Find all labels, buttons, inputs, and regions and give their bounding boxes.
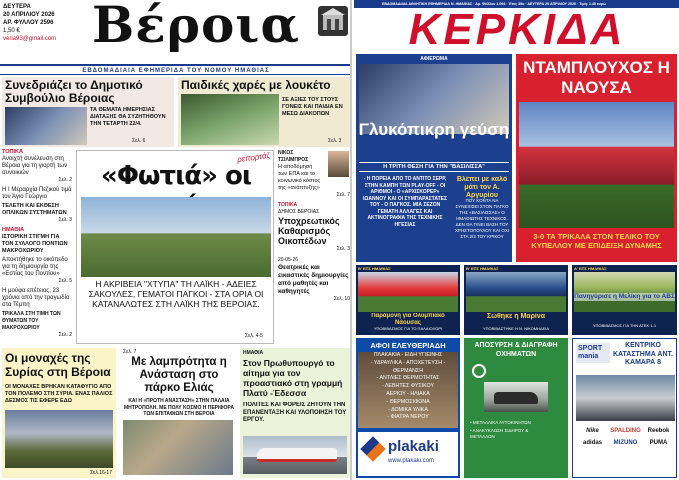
mini-label: Β' ΕΠΣ ΗΜΑΘΙΑΣ bbox=[466, 266, 499, 271]
sidebar-text: Η μούφα επέτειος, 23 χρόνια από την τραγωδία στα Τέμπη bbox=[2, 288, 70, 308]
sidebar-label: ΤΟΠΙΚΑ bbox=[2, 149, 23, 155]
column-page: Σελ. 10 bbox=[333, 296, 350, 302]
sidebar-text: ΤΕΛΕΤΗ ΚΑΙ ΕΚΘΕΣΗ ΟΠΛΙΚΩΝ ΣΥΣΤΗΜΑΤΩΝ bbox=[2, 203, 67, 216]
sidebar-item[interactable] bbox=[2, 257, 72, 285]
main-story-caption: Η ΑΚΡΙΒΕΙΑ "ΧΤΥΠΑ" ΤΗ ΛΑΪΚΗ - ΑΔΕΙΕΣ ΣΑΚΟΥΛΕΣ, ΓΕΜΑΤΟΙ ΠΑΓΚΟΙ - ΣΤΑ ΟΡΙΑ ΟΙ ΚΑΤΑΝΑΛΩΤΕΣ ΣΤΗ ΛΑΪΚΗ ΤΗΣ ΒΕΡΟΙΑΣ. bbox=[88, 279, 264, 309]
mini-photo bbox=[358, 272, 458, 312]
mini-title: Σώθηκε η Μαρίνα bbox=[486, 313, 546, 320]
ad-sportmania-brand: SPORT mania bbox=[576, 343, 610, 363]
story-rail-label: ΗΜΑΘΙΑ bbox=[243, 350, 264, 356]
date-full: 20 ΑΠΡΙΛΙΟΥ 2026 bbox=[3, 12, 55, 18]
ad-plakaki-brand-box bbox=[358, 432, 458, 476]
story-playgrounds-page: Σελ. 3 bbox=[328, 138, 342, 144]
naousa-story[interactable] bbox=[516, 54, 677, 262]
kerkida-front-page bbox=[354, 0, 679, 480]
email: veria93@gmail.com bbox=[3, 36, 57, 42]
sidebar-page: Σελ. 3 bbox=[58, 217, 72, 223]
lead-label: ΑΦΙΕΡΩΜΑ bbox=[420, 56, 448, 62]
ad-plakaki[interactable] bbox=[356, 338, 460, 478]
story-nuns-text: ΟΙ ΜΟΝΑΧΕΣ ΒΡΗΚΑΝ ΚΑΤΑΦΥΓΙΟ ΑΠΟ ΤΟΝ ΠΟΛΕΜΟ ΣΤΗ ΣΥΡΙΑ. ΕΝΑΣ ΠΑΛΙΟΣ ΔΕΣΜΟΣ ΤΙΣ ΕΦΕΡΕ ΕΔΩ bbox=[5, 384, 113, 404]
mini-story[interactable] bbox=[572, 265, 677, 335]
mini-photo bbox=[574, 272, 675, 312]
mini-label: Α' ΕΠΣ ΗΜΑΘΙΑΣ bbox=[574, 266, 607, 271]
mini-title: Παράμονη για Ολυμπιακό Νάουσας bbox=[371, 313, 445, 326]
main-story-title: «Φωτιά» οι bbox=[101, 161, 251, 191]
sidebar-page: Σελ. 2 bbox=[58, 332, 72, 338]
story-rail-title: Στον Πρωθυπουργό το αίτημα για τον προαστιακό στη γραμμή Πλατύ -Έδεσσα bbox=[243, 358, 343, 398]
plakaki-logo-icon bbox=[360, 436, 385, 461]
lead-left-text: - Η ΠΟΡΕΙΑ ΑΠΟ ΤΟ ΑΝΤΙΤΟ ΣΕΡΡ, ΣΤΗΝ ΚΑΜΠΗ ΤΩΝ PLAY-OFF - ΟΙ ΑΡΙΘΜΟΙ - Ο «ΑΡΧΙΣΚΟΡΕΡ» ΙΩΑΝΝΟΥ ΚΑΙ ΟΙ ΣΥΜΠΑΡΑΣΤΑΤΕΣ ΤΟΥ - Ο ΠΑΓΚΟΣ. ΜΙΑ ΣΕΖΟΝ ΓΕΜΑΤΗ ΑΛΛΑΓΕΣ ΚΑΙ ΑΚΤΙΝΟΓΡΑΦΙΑ ΤΗΣ ΤΕΧΝΙΚΗΣ ΗΓΕΣΙΑΣ bbox=[363, 176, 447, 228]
story-suburban-rail[interactable] bbox=[240, 348, 350, 478]
naousa-subtitle: 3-0 ΤΑ ΤΡΙΚΑΛΑ ΣΤΟΝ ΤΕΛΙΚΟ ΤΟΥ ΚΥΠΕΛΛΟΥ ΜΕ ΕΠΙΔΕΙΞΗ ΔΥΝΑΜΗΣ bbox=[531, 232, 662, 250]
column-item[interactable] bbox=[278, 202, 350, 253]
ad-sportmania-photo bbox=[576, 375, 675, 421]
ad-line: - ΔΟΜΙΚΑ ΥΛΙΚΑ bbox=[388, 406, 428, 413]
author-photo bbox=[328, 151, 349, 177]
main-story-page: Σελ. 4-5 bbox=[245, 333, 263, 339]
brand-mizuno: MIZUNO bbox=[613, 440, 638, 446]
sidebar-item[interactable] bbox=[2, 187, 72, 201]
story-nuns-page: Σελ.16-17 bbox=[90, 470, 112, 476]
sidebar-item[interactable] bbox=[2, 227, 72, 255]
naousa-photo bbox=[519, 102, 674, 228]
story-easter-page: Σελ. 7 bbox=[123, 349, 137, 355]
masthead-emblem-icon bbox=[318, 6, 348, 36]
mini-story[interactable] bbox=[356, 265, 460, 335]
ad-sportmania[interactable] bbox=[572, 338, 677, 478]
story-rail-text: ΠΟΛΙΤΕΣ ΚΑΙ ΦΟΡΕΙΣ ΖΗΤΟΥΝ ΤΗΝ ΕΠΑΝΕΝΤΑΞΗ ΚΑΙ ΥΛΟΠΟΙΗΣΗ ΤΟΥ ΕΡΓΟΥ. bbox=[243, 402, 347, 423]
mini-subtitle: ΥΠΟΒΙΒΑΣΜΟΣ ΓΙΑ ΤΗΝ ΑΤΕΚ 1-1 bbox=[592, 323, 657, 328]
ad-line: ΠΛΑΚΑΚΙΑ - ΕΙΔΗ ΥΓΙΕΙΝΗΣ bbox=[373, 352, 443, 358]
naousa-title: ΝΤΑΜΠΛΟΥΧΟΣ Η ΝΑΟΥΣΑ bbox=[523, 58, 670, 97]
brand-puma: PUMA bbox=[649, 440, 668, 446]
story-council-photo bbox=[5, 107, 87, 145]
kerkida-masthead bbox=[354, 8, 679, 52]
issue-number: ΑΡ. ΦΥΛΛΟΥ 2596 bbox=[3, 20, 54, 26]
story-nuns[interactable] bbox=[2, 348, 116, 478]
column-title: Θεατρικές και εικαστικές δημιουργίες από μαθητές και καθηγητές bbox=[278, 264, 349, 295]
column-title: Υποχρεωτικός Καθαρισμός Οικοπέδων bbox=[278, 216, 340, 246]
sidebar-text: ΙΣΤΟΡΙΚΗ ΣΤΙΓΜΗ ΓΙΑ ΤΟΝ ΣΥΛΛΟΓΟ ΠΟΝΤΙΩΝ ΜΑΚΡΟΧΩΡΙΟΥ bbox=[2, 234, 68, 254]
mini-subtitle: ΥΠΟΒΙΒΑΣΤΗΚΕ Η Ν. ΝΙΚΟΜΗΔΕΙΑ bbox=[482, 326, 550, 331]
story-playgrounds-photo bbox=[181, 94, 279, 145]
tagline-bar: ΕΒΔΟΜΑΔΙΑΙΑ ΕΦΗΜΕΡΙΔΑ ΤΟΥ ΝΟΜΟΥ ΗΜΑΘΙΑΣ bbox=[0, 64, 352, 75]
kerkida-logo: ΚΕΡΚΙΔΑ bbox=[408, 8, 626, 52]
ad-sportmania-title: ΚΕΝΤΡΙΚΟ ΚΑΤΑΣΤΗΜΑ ΑΝΤ. ΚΑΜΑΡΑ 8 bbox=[612, 342, 673, 366]
column-label: 20-05-26 bbox=[278, 257, 299, 263]
ad-plakaki-title: ΑΦΟΙ ΕΛΕΥΘΕΡΙΑΔΗ bbox=[370, 341, 446, 350]
mini-label: Β' ΕΠΣ ΗΜΑΘΙΑΣ bbox=[358, 266, 391, 271]
lead-right-title: Βλέπει με καλό μάτι τον Α. Αργυρίου bbox=[456, 176, 508, 199]
ad-line: - ΛΕΒΗΤΕΣ ΦΥΣΙΚΟΥ bbox=[381, 383, 435, 390]
sidebar-item[interactable] bbox=[2, 149, 72, 184]
sidebar-page: Σελ. 2 bbox=[58, 177, 72, 183]
story-playgrounds-title: Παιδικές χαρές με λουκέτο bbox=[181, 79, 331, 92]
column-page: Σελ. 7 bbox=[336, 192, 350, 198]
brand-reebok: Reebok bbox=[647, 428, 670, 434]
main-story-photo bbox=[81, 197, 271, 277]
story-nuns-photo bbox=[5, 410, 113, 468]
mini-story[interactable] bbox=[464, 265, 568, 335]
column-item[interactable] bbox=[278, 257, 350, 303]
story-easter[interactable] bbox=[120, 348, 236, 478]
date-block bbox=[3, 3, 63, 61]
lead-right-text: ΠΟΥ ΚΟΝΤΑ ΝΑ ΣΥΝΕΧΙΣΕΙ ΣΤΟΝ ΠΑΓΚΟ ΤΗΣ «ΒΑΣΙΛΙΣΣΑΣ» Ο ΗΜΑΘΙΩΤΗΣ ΤΕΧΝΙΚΟΣ. ΔΕΝ ΘΑ ΓΙΝΕΙ ΒΑΣΗ ΤΟΥ ΧΡΗΣΤΟΠΟΥΛΟΥ ΚΑΙ ΟΧΙ ΣΤΑ 2/3 ΤΟΥ ΚΡΙΚΟΥ bbox=[454, 198, 510, 239]
story-easter-text: ΚΑΙ Η «ΠΡΩΤΗ ΑΝΑΣΤΑΣΗ» ΣΤΗΝ ΠΑΛΑΙΑ ΜΗΤΡΟΠΟΛΗ. ΜΕ ΠΟΛΥ ΚΟΣΜΟ Η ΠΕΡΙΦΟΡΑ ΤΩΝ ΕΠΙΤΑΦΙΩΝ ΣΤΗ ΒΕΡΟΙΑ bbox=[124, 398, 234, 417]
ad-line: - ΥΔΡΑΥΛΙΚΑ - ΑΠΟΧΕΤΕΥΣΗ - bbox=[370, 359, 446, 366]
sidebar-item[interactable] bbox=[2, 288, 72, 309]
sidebar-label: ΗΜΑΘΙΑ bbox=[2, 227, 25, 233]
story-easter-title: Με λαμπρότητα η Ανάσταση στο πάρκο Ελιάς bbox=[131, 356, 227, 394]
ad-recycling-photo bbox=[484, 382, 548, 412]
ad-recycling[interactable] bbox=[464, 338, 568, 478]
story-council[interactable] bbox=[2, 77, 174, 147]
story-nuns-title: Οι μοναχές της Συρίας στη Βέροια bbox=[5, 351, 111, 379]
ad-plakaki-url: www.plakaki.com bbox=[388, 458, 435, 464]
sidebar-text: Η Ι Μεραρχία Πεζικού τιμά τον Άγιο Γεώργιο bbox=[2, 187, 72, 200]
price: 1,50 € bbox=[3, 28, 20, 34]
sidebar-text: ΤΡΙΚΑΛΑ ΣΤΗ ΤΙΜΗ ΤΩΝ ΘΥΜΑΤΩΝ ΤΟΥ ΜΑΚΡΟΧΩΡΙΟΥ bbox=[2, 311, 61, 331]
story-council-title: Συνεδριάζει το Δημοτικό Συμβούλιο Βέροιας bbox=[5, 79, 143, 105]
story-council-text: ΤΑ ΘΕΜΑΤΑ ΗΜΕΡΗΣΙΑΣ ΔΙΑΤΑΞΗΣ ΘΑ ΣΥΖΗΤΗΘΟΥΝ ΤΗΝ ΤΕΤΑΡΤΗ 22/4. bbox=[90, 107, 166, 127]
column-label: ΔΗΜΟΣ ΒΕΡΟΙΑΣ bbox=[278, 209, 320, 215]
ad-recycling-line: • ΜΕΤΑΛΛΙΚΑ ΑΥΤΟΚΙΝΗΤΩΝ bbox=[470, 420, 531, 425]
brand-adidas: adidas bbox=[582, 440, 602, 446]
story-council-page: Σελ. 6 bbox=[132, 138, 146, 144]
brand-nike: Nike bbox=[586, 428, 599, 434]
ad-line: ΘΕΡΜΑΝΣΗ bbox=[392, 367, 424, 374]
column-page: Σελ. 3 bbox=[336, 246, 350, 252]
ad-plakaki-brand: plakaki bbox=[388, 438, 439, 455]
lead-subtitle: Η ΤΡΙΤΗ ΘΕΣΗ ΓΙΑ ΤΗΝ "ΒΑΣΙΛΙΣΣΑ" bbox=[359, 162, 509, 172]
ad-plakaki-lines bbox=[358, 352, 458, 428]
ad-recycling-line: • ΑΝΑΚΥΚΛΩΣΗ ΣΙΔΗΡΟΥ & ΜΕΤΑΛΛΩΝ bbox=[470, 428, 529, 439]
sidebar-text: Ανοιχτή συνέλευση στη Βέροια για τη γιορτή των συνοικιών bbox=[2, 156, 68, 176]
mini-title: Πανηγύρισε η Μελίκη για το ΑΒΣ bbox=[574, 293, 675, 300]
sidebar-item[interactable] bbox=[2, 203, 72, 224]
train-photo bbox=[243, 436, 347, 474]
mini-subtitle: ΥΠΟΒΙΒΑΣΜΟΣ ΓΙΑ ΤΟ ΠΑΛΑΙΟΧΩΡΙ bbox=[373, 326, 443, 331]
ad-line: - ΘΕΡΜΟΣΙΦΩΝΑ bbox=[386, 398, 430, 405]
brand-spalding: SPALDING bbox=[610, 428, 641, 434]
column-label: ΝΙΚΟΣ ΤΣΙΛΙΜΠΡΟΣ bbox=[278, 150, 309, 163]
sidebar-text: Αποκτήθηκε το οικόπεδο για τη δημιουργία της «Εστίας του Ποντίου» bbox=[2, 257, 68, 277]
column-text: Η αποδόμηση των ΕΠΑ και το κοινωνικό κόστος της «ανάπτυξης» bbox=[278, 164, 321, 191]
sidebar-item[interactable] bbox=[2, 311, 72, 339]
masthead-logo: Βέροια bbox=[92, 0, 300, 52]
ad-line: - ΦΙΑΤΡΑ ΝΕΡΟΥ bbox=[387, 414, 429, 421]
column-item[interactable] bbox=[278, 150, 350, 198]
story-playgrounds-text: ΣΕ ΑΞΙΕΣ ΤΟΥ ΣΤΟΥΣ ΓΟΝΕΙΣ ΚΑΙ ΠΑΙΔΙΑ ΕΝ ΜΕΣΩ ΔΙΑΚΟΠΩΝ bbox=[282, 97, 343, 117]
right-column bbox=[278, 150, 350, 344]
ad-line: - ΑΝΤΛΙΕΣ ΘΕΡΜΟΤΗΤΑΣ bbox=[376, 375, 440, 382]
main-story-kicker: ρεπορτάζ bbox=[236, 150, 271, 165]
lead-title: Γλυκόπικρη γεύση bbox=[358, 120, 510, 139]
date-day: ΔΕΥΤΕΡΑ bbox=[3, 4, 31, 10]
column-label: ΤΟΠΙΚΑ bbox=[278, 202, 298, 208]
sidebar-page: Σελ. 5 bbox=[58, 278, 72, 284]
ad-line: ΑΕΡΙΟΥ - ΗΛΙΑΚΑ bbox=[386, 390, 430, 397]
kerkida-topbar: ΕΒΔΟΜΑΔΙΑΙΑ ΑΘΛΗΤΙΚΗ ΕΦΗΜΕΡΙΔΑ Ν. ΗΜΑΘΙΑΣ · Αρ. Φύλλου 1.094 · Έτος 39ο · ΔΕΥΤΕΡΑ 20 ΑΠΡΙΛΙΟΥ 2026 · Τιμή: 1.40 ευρώ bbox=[354, 0, 679, 8]
ad-recycling-title: ΑΠΟΣΥΡΣΗ & ΔΙΑΓΡΑΦΗ ΟΧΗΜΑΤΩΝ bbox=[474, 342, 558, 358]
main-story[interactable] bbox=[76, 150, 274, 344]
story-easter-photo bbox=[123, 420, 233, 475]
left-sidebar bbox=[2, 149, 72, 345]
brand-logos bbox=[576, 425, 675, 475]
recycle-icon bbox=[472, 364, 486, 378]
mini-photo bbox=[466, 272, 566, 312]
story-playgrounds[interactable] bbox=[178, 77, 350, 147]
lead-story[interactable] bbox=[356, 54, 512, 262]
